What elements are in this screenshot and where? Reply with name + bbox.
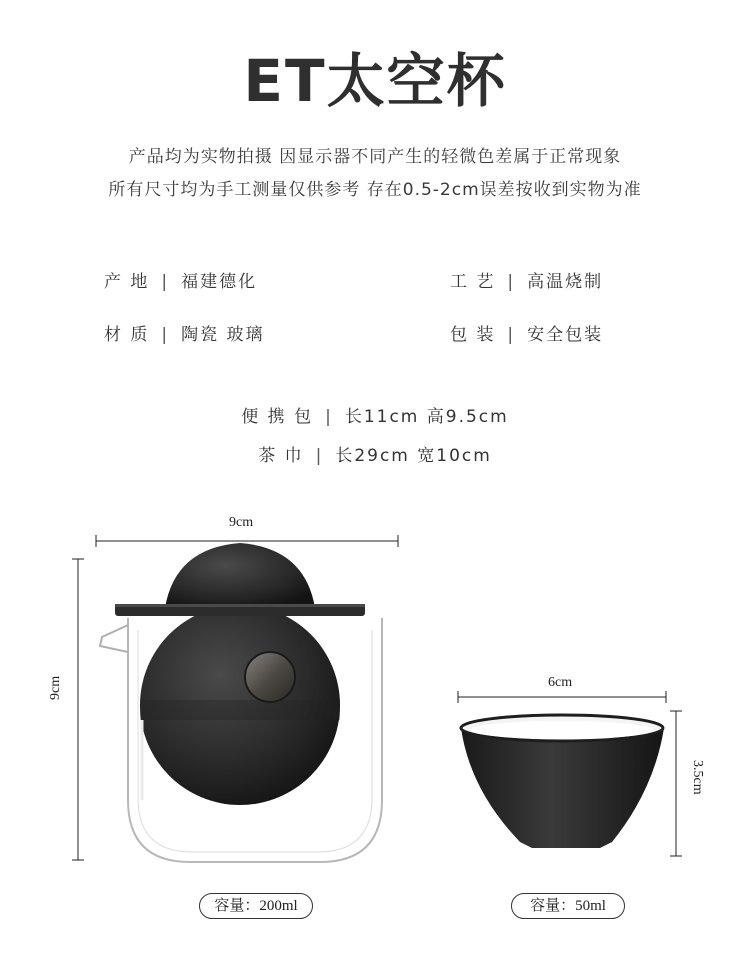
spec-material-value: 陶瓷 玻璃 (181, 325, 265, 345)
spec-towel-label: 茶 巾 (258, 446, 304, 466)
separator: | (325, 407, 333, 427)
cup-capacity-badge: 容量：50ml (511, 893, 625, 919)
cup-height-label: 3.5cm (690, 760, 705, 795)
disclaimer-line-1: 产品均为实物拍摄 因显示器不同产生的轻微色差属于正常现象 (128, 147, 622, 167)
separator: | (507, 272, 516, 292)
teapot-icon (100, 543, 382, 862)
spec-origin-value: 福建德化 (181, 272, 258, 292)
cup-width-dimension (458, 691, 666, 703)
spec-packaging-label: 包 装 (450, 325, 496, 345)
teapot-capacity-badge: 容量：200ml (199, 893, 313, 919)
tea-cup-icon (461, 715, 664, 848)
spec-material-label: 材 质 (104, 325, 150, 345)
spec-bag-label: 便 携 包 (241, 407, 314, 427)
separator: | (507, 325, 516, 345)
cup-height-dimension (670, 711, 682, 856)
spec-packaging-value: 安全包装 (527, 325, 604, 345)
spec-towel-value: 长29cm 宽10cm (335, 446, 492, 466)
spec-bag-value: 长11cm 高9.5cm (344, 407, 509, 427)
spec-craft-value: 高温烧制 (527, 272, 604, 292)
teapot-width-label: 9cm (229, 515, 254, 530)
spec-origin-label: 产 地 (104, 272, 150, 292)
teapot-height-dimension (72, 559, 84, 860)
teapot-height-label: 9cm (48, 675, 63, 700)
separator: | (315, 446, 324, 466)
cup-width-label: 6cm (548, 675, 573, 690)
separator: | (161, 325, 170, 345)
page-title: ET太空杯 (243, 47, 507, 115)
disclaimer-line-2: 所有尺寸均为手工测量仅供参考 存在0.5-2cm误差按收到实物为准 (108, 180, 642, 200)
separator: | (161, 272, 170, 292)
spec-craft-label: 工 艺 (450, 272, 496, 292)
